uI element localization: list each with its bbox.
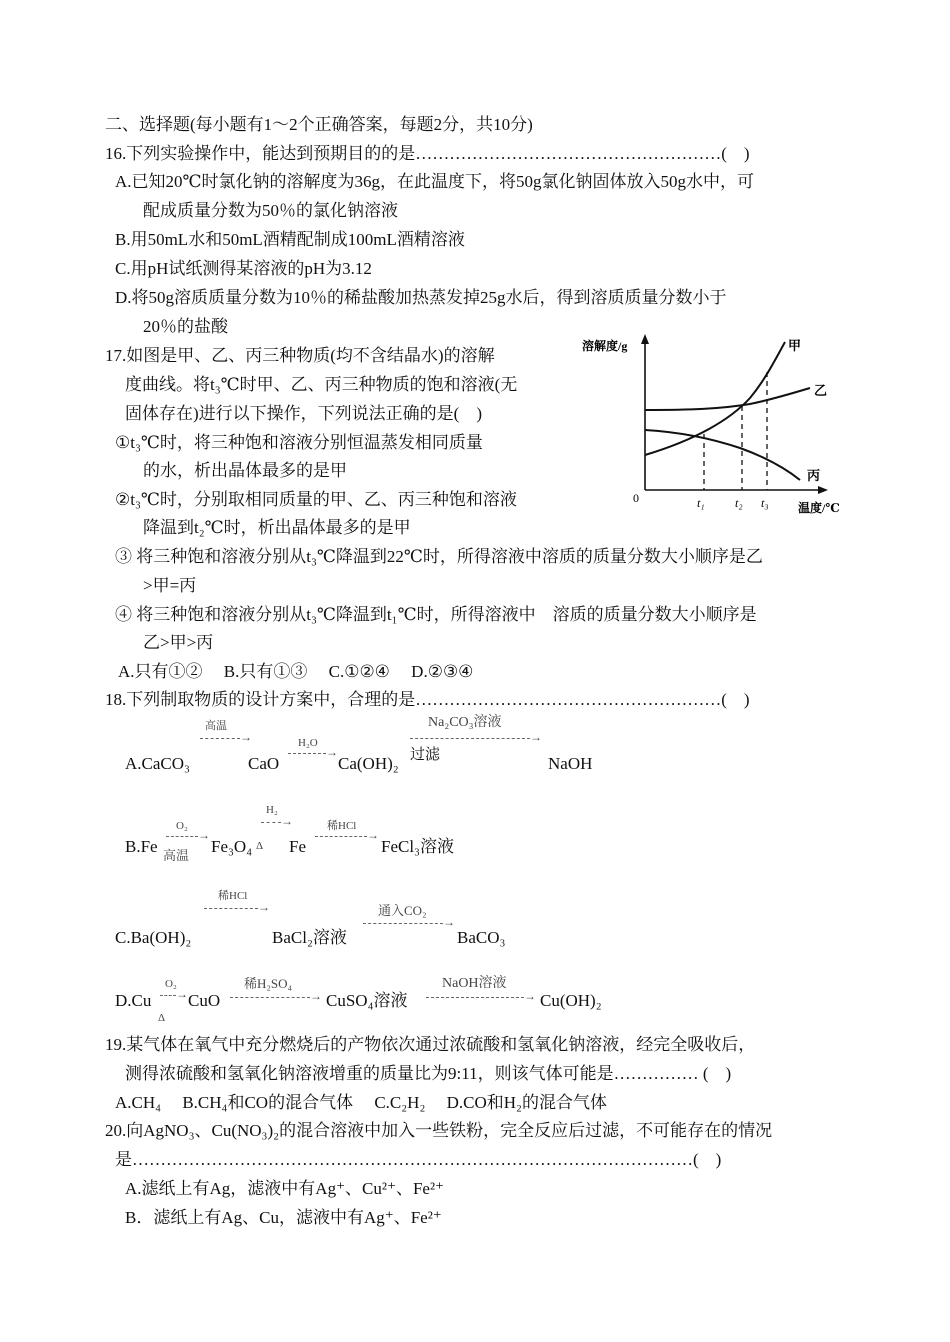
q18a-arrow1-condition: 高温	[205, 720, 227, 732]
q18a-arrow1: →	[200, 731, 252, 744]
q17-statement-3: ③ 将三种饱和溶液分别从t₃℃降温到22℃时，所得溶液中溶质的质量分数大小顺序是乙	[115, 547, 763, 566]
q18c-arrow2-condition: 通入CO₂	[378, 903, 427, 918]
q18d-cuoh2: Cu(OH)₂	[540, 991, 602, 1010]
q18b-fecl3: FeCl₃溶液	[381, 837, 454, 856]
q19-stem-line1: 19.某气体在氧气中充分燃烧后的产物依次通过浓硫酸和氢氧化钠溶液，经完全吸收后，	[105, 1035, 756, 1054]
q17-statement-1: ①t₃℃时，将三种饱和溶液分别恒温蒸发相同质量	[115, 433, 483, 452]
q19-stem-line2: 测得浓硫酸和氢氧化钠溶液增重的质量比为9:11，则该气体可能是…………… ( )	[125, 1064, 732, 1083]
q18c-arrow1-condition: 稀HCl	[218, 890, 248, 902]
q18b-arrow1-condition: O₂	[176, 820, 188, 832]
section-header: 二、选择题(每小题有1～2个正确答案，每题2分，共10分)	[105, 115, 533, 134]
q18a-caoh2: Ca(OH)₂	[338, 754, 399, 773]
y-axis-label: 溶解度/g	[582, 339, 628, 353]
q18d-cuo: CuO	[188, 991, 221, 1010]
label-bing: 丙	[807, 468, 821, 483]
x-axis-label: 温度/℃	[798, 501, 840, 515]
q18a-arrow3-condition: Na₂CO₃溶液	[428, 715, 502, 730]
q18a-cao: CaO	[248, 754, 280, 773]
q18b-fe: B.Fe	[125, 837, 158, 856]
q18c-arrow2: →	[363, 916, 455, 929]
q18d-arrow3-condition: NaOH溶液	[442, 976, 507, 991]
q16-option-a-cont: 配成质量分数为50％的氯化钠溶液	[143, 201, 398, 220]
q18c-bacl2: BaCl₂溶液	[272, 928, 347, 947]
q16-option-d-cont: 20％的盐酸	[143, 317, 228, 336]
t1-label: t₁	[697, 496, 705, 510]
q18d-cu: D.Cu	[115, 991, 152, 1010]
x-axis-arrow	[818, 486, 828, 494]
q17-stem-line1: 17.如图是甲、乙、丙三种物质(均不含结晶水)的溶解	[105, 346, 495, 365]
q18a-arrow2-condition: H₂O	[298, 737, 318, 749]
q17-stem-line3: 固体存在)进行以下操作，下列说法正确的是( )	[125, 404, 482, 423]
q17-statement-3-cont: >甲=丙	[143, 576, 197, 595]
q17-statement-4-cont: 乙>甲>丙	[143, 633, 214, 652]
q20-stem-line1: 20.向AgNO₃、Cu(NO₃)₂的混合溶液中加入一些铁粉，完全反应后过滤，不可能存在的情况	[105, 1121, 773, 1140]
q16-option-a: A.已知20℃时氯化钠的溶解度为36g，在此温度下，将50g氯化钠固体放入50g水中，可	[115, 172, 755, 191]
q17-choices: A.只有①② B.只有①③ C.①②④ D.②③④	[118, 662, 474, 681]
q18d-arrow2-condition: 稀H₂SO₄	[244, 976, 293, 991]
q17-statement-1-cont: 的水，析出晶体最多的是甲	[143, 461, 347, 480]
q18d-arrow2: →	[230, 990, 322, 1003]
q19-choices: A.CH₄ B.CH₄和CO的混合气体 C.C₂H₂ D.CO和H₂的混合气体	[115, 1093, 607, 1112]
q20-option-a: A.滤纸上有Ag，滤液中有Ag⁺、Cu²⁺、Fe²⁺	[125, 1179, 445, 1198]
q18a-arrow3-filter: 过滤	[410, 747, 441, 763]
q18b-arrow2-heat: Δ	[256, 840, 264, 852]
q18d-arrow3: →	[426, 990, 536, 1003]
q18c-baco3: BaCO₃	[457, 928, 506, 947]
y-axis-arrow	[641, 334, 649, 344]
label-yi: 乙	[814, 383, 828, 398]
q18b-arrow3-condition: 稀HCl	[327, 820, 357, 832]
t3-label: t₃	[761, 496, 769, 510]
t2-label: t₂	[735, 496, 743, 510]
q18b-arrow2-condition: H₂	[266, 804, 278, 816]
q18b-arrow2: →	[261, 815, 293, 828]
q17-statement-2: ②t₃℃时，分别取相同质量的甲、乙、丙三种饱和溶液	[115, 490, 517, 509]
origin-label: 0	[633, 491, 639, 505]
q18a-naoh: NaOH	[548, 754, 593, 773]
q20-option-b: B．滤纸上有Ag、Cu，滤液中有Ag⁺、Fe²⁺	[125, 1208, 442, 1227]
q16-option-d: D.将50g溶质质量分数为10％的稀盐酸加热蒸发掉25g水后，得到溶质质量分数小于	[115, 288, 727, 307]
q18c-baoh2: C.Ba(OH)₂	[115, 928, 192, 947]
q18d-arrow1-heat: Δ	[158, 1012, 166, 1024]
q16-option-c: C.用pH试纸测得某溶液的pH为3.12	[115, 259, 372, 278]
curve-yi	[645, 388, 810, 410]
q16-stem: 16.下列实验操作中，能达到预期目的的是………………………………………………( )	[105, 144, 750, 163]
q18d-cuso4: CuSO₄溶液	[326, 991, 408, 1010]
q18a-arrow3: →	[410, 731, 542, 744]
curve-bing	[645, 430, 800, 480]
solubility-graph	[582, 330, 850, 525]
q18b-arrow1: →	[166, 829, 210, 842]
curve-jia	[645, 342, 785, 455]
q18b-arrow1-heat: 高温	[163, 848, 190, 863]
q18a-caco3: A.CaCO₃	[125, 754, 190, 773]
q18d-arrow1: →	[160, 988, 188, 1001]
q18b-fe2: Fe	[289, 837, 306, 856]
q17-stem-line2: 度曲线。将t₃℃时甲、乙、丙三种物质的饱和溶液(无	[125, 375, 518, 394]
q18c-arrow1: →	[204, 901, 270, 914]
label-jia: 甲	[788, 338, 802, 353]
q18b-fe3o4: Fe₃O₄	[211, 837, 253, 856]
q18-stem: 18.下列制取物质的设计方案中，合理的是………………………………………………( )	[105, 690, 750, 709]
q18a-arrow2: →	[288, 746, 338, 759]
q16-option-b: B.用50mL水和50mL酒精配制成100mL酒精溶液	[115, 230, 465, 249]
q20-stem-line2: 是………………………………………………………………………………………( )	[115, 1150, 722, 1169]
q17-statement-4: ④ 将三种饱和溶液分别从t₃℃降温到t₁℃时，所得溶液中 溶质的质量分数大小顺序是	[115, 605, 757, 624]
q17-statement-2-cont: 降温到t₂℃时，析出晶体最多的是甲	[143, 518, 411, 537]
q18b-arrow3: →	[315, 829, 379, 842]
q18d-arrow1-condition: O₂	[165, 978, 177, 990]
